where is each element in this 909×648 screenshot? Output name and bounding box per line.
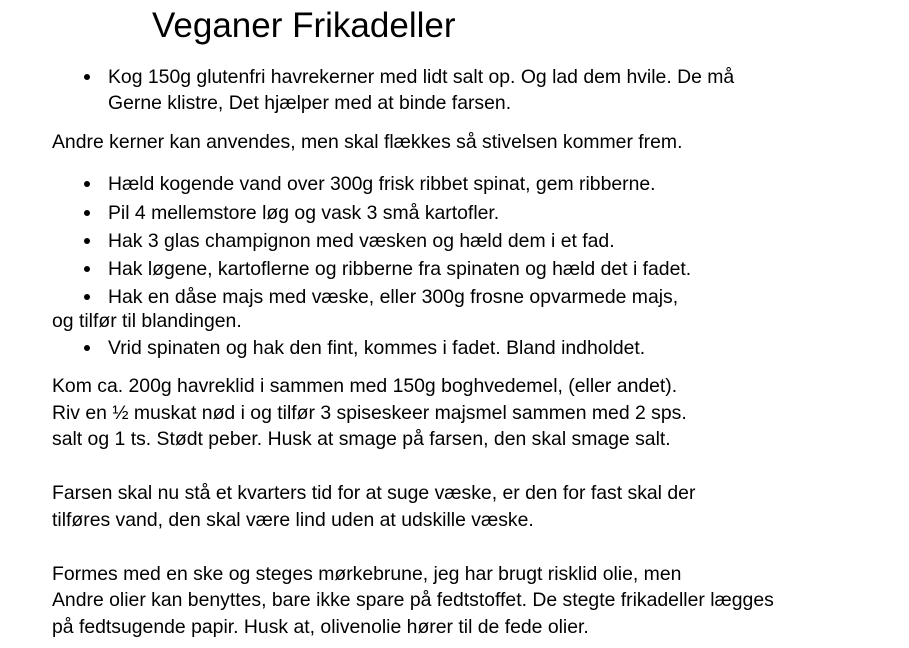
step-1: Hæld kogende vand over 300g frisk ribbet spinat, gem ribberne. bbox=[108, 173, 656, 195]
paragraph-4-line-3: på fedtsugende papir. Husk at, olivenolie hører til de fede olier. bbox=[52, 616, 589, 638]
bullet-dot bbox=[84, 238, 90, 244]
step-4: Hak løgene, kartoflerne og ribberne fra spinaten og hæld det i fadet. bbox=[108, 258, 692, 280]
paragraph-2-line-1: Kom ca. 200g havreklid i sammen med 150g boghvedemel, (eller andet). bbox=[52, 375, 678, 397]
paragraph-4-line-2: Andre olier kan benyttes, bare ikke spare på fedtstoffet. De stegte frikadeller lægges bbox=[52, 589, 774, 611]
paragraph-3-line-1: Farsen skal nu stå et kvarters tid for at suge væske, er den for fast skal der bbox=[52, 482, 696, 504]
bullet-dot bbox=[84, 181, 90, 187]
bullet-1-line-1: Kog 150g glutenfri havrekerner med lidt salt op. Og lad dem hvile. De må bbox=[108, 66, 735, 88]
paragraph-4-line-1: Formes med en ske og steges mørkebrune, jeg har brugt risklid olie, men bbox=[52, 563, 682, 585]
step-2: Pil 4 mellemstore løg og vask 3 små kartofler. bbox=[108, 202, 500, 224]
paragraph-1: Andre kerner kan anvendes, men skal flækkes så stivelsen kommer frem. bbox=[52, 131, 683, 153]
paragraph-2-line-3: salt og 1 ts. Stødt peber. Husk at smage på farsen, den skal smage salt. bbox=[52, 428, 671, 450]
document-title: Veganer Frikadeller bbox=[152, 6, 456, 45]
step-5-continuation: og tilfør til blandingen. bbox=[52, 310, 242, 332]
bullet-dot bbox=[84, 74, 90, 80]
step-5: Hak en dåse majs med væske, eller 300g frosne opvarmede majs, bbox=[108, 286, 679, 308]
bullet-dot bbox=[84, 266, 90, 272]
bullet-dot bbox=[84, 294, 90, 300]
step-6: Vrid spinaten og hak den fint, kommes i fadet. Bland indholdet. bbox=[108, 337, 646, 359]
step-3: Hak 3 glas champignon med væsken og hæld dem i et fad. bbox=[108, 230, 615, 252]
bullet-dot bbox=[84, 345, 90, 351]
paragraph-3-line-2: tilføres vand, den skal være lind uden at udskille væske. bbox=[52, 509, 534, 531]
bullet-1-line-2: Gerne klistre, Det hjælper med at binde farsen. bbox=[108, 92, 512, 114]
paragraph-2-line-2: Riv en ½ muskat nød i og tilfør 3 spiseskeer majsmel sammen med 2 sps. bbox=[52, 402, 687, 424]
bullet-dot bbox=[84, 210, 90, 216]
